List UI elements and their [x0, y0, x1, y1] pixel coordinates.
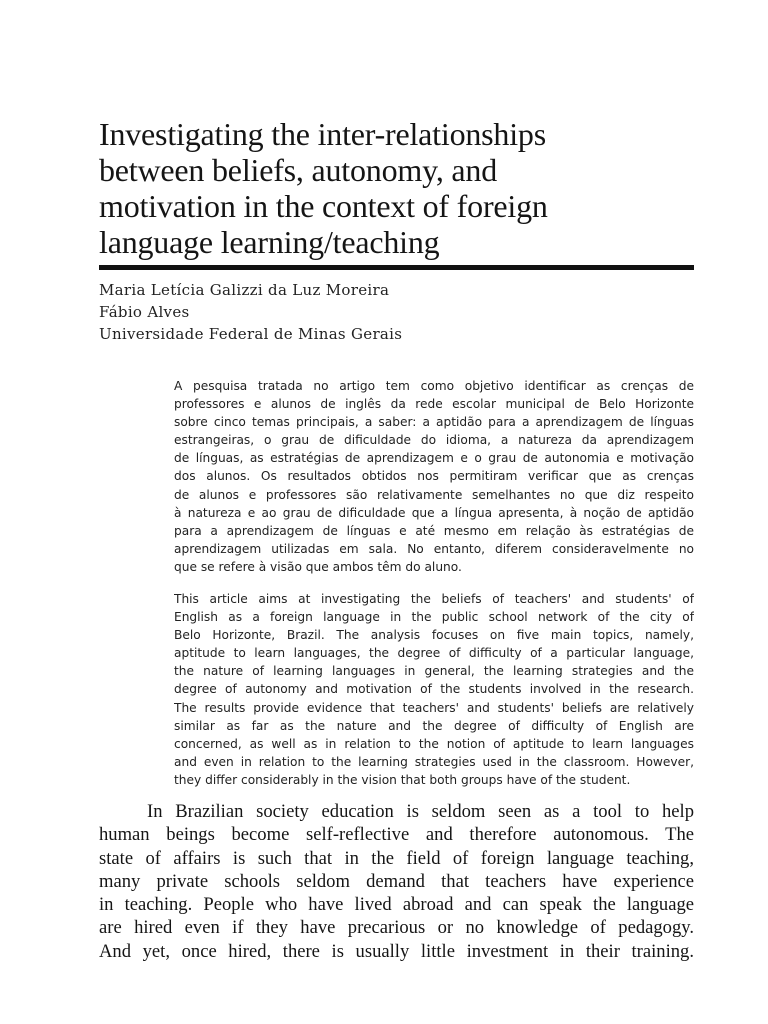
title-line: between beliefs, autonomy, and [99, 152, 498, 188]
body-line: human beings become self-reflective and therefore autonomous. The [99, 824, 694, 846]
abstract-line: à natureza e ao grau de dificuldade que a língua apresenta, à noção de aptidão [174, 505, 694, 520]
author-block [99, 279, 402, 345]
abstract-line: A pesquisa tratada no artigo tem como objetivo identificar as crenças de [174, 379, 694, 393]
author-name: Fábio Alves [99, 303, 190, 321]
author-name: Maria Letícia Galizzi da Luz Moreira [99, 281, 390, 299]
title-line: Investigating the inter-relationships [99, 116, 546, 152]
abstract-line: de línguas, as estratégias de aprendizagem e o grau de autonomia e motivação [174, 451, 694, 466]
abstract-line: para a aprendizagem de línguas e até mesmo em relação às estratégias de [174, 523, 694, 538]
body-line: And yet, once hired, there is usually little investment in their training. [99, 940, 694, 962]
abstract-line: degree of autonomy and motivation of the students involved in the research. [174, 682, 694, 697]
abstract-line: the nature of learning languages in general, the learning strategies and the [174, 664, 694, 679]
body-line: state of affairs is such that in the field of foreign language teaching, [99, 847, 694, 869]
abstract-line: aprendizagem utilizadas em sala. No entanto, diferem consideravelmente no [174, 541, 694, 556]
abstract-line: sobre cinco temas principais, a saber: a aptidão para a aprendizagem de línguas [174, 415, 694, 430]
title-line: language learning/teaching [99, 224, 440, 260]
abstract-line: aptitude to learn languages, the degree of difficulty of a particular language, [174, 646, 694, 661]
abstract-line: This article aims at investigating the beliefs of teachers' and students' of [174, 592, 694, 606]
abstract-line: concerned, as well as in relation to the notion of aptitude to learn languages [174, 736, 694, 751]
body-line: are hired even if they have precarious or no knowledge of pedagogy. [99, 917, 694, 939]
body-paragraph [99, 800, 694, 963]
author-affiliation: Universidade Federal de Minas Gerais [99, 325, 403, 343]
title-rule-divider [99, 265, 694, 270]
abstract-line: English as a foreign language in the public school network of the city of [174, 610, 694, 625]
abstract-line: Belo Horizonte, Brazil. The analysis focuses on five main topics, namely, [174, 628, 694, 643]
abstract-line: professores e alunos de inglês da rede escolar municipal de Belo Horizonte [174, 397, 694, 412]
abstract-line: dos alunos. Os resultados obtidos nos permitiram verificar que as crenças [174, 469, 694, 484]
abstract-line: similar as far as the nature and the degree of difficulty of English are [174, 718, 694, 733]
abstract-line: and even in relation to the learning strategies used in the classroom. However, [174, 754, 694, 769]
body-line: many private schools seldom demand that teachers have experience [99, 870, 694, 892]
abstract-line: que se refere à visão que ambos têm do aluno. [174, 559, 462, 574]
abstract-line: they differ considerably in the vision that both groups have of the student. [174, 772, 631, 787]
body-line: In Brazilian society education is seldom seen as a tool to help [147, 801, 694, 822]
abstract-english [174, 590, 694, 789]
abstract-portuguese [174, 377, 694, 576]
article-title [99, 116, 699, 260]
abstract-line: estrangeiras, o grau de dificuldade do idioma, a natureza da aprendizagem [174, 433, 694, 448]
title-line: motivation in the context of foreign [99, 188, 548, 224]
body-line: in teaching. People who have lived abroad and can speak the language [99, 894, 694, 916]
abstract-line: de alunos e professores são relativamente semelhantes no que diz respeito [174, 487, 694, 502]
abstract-line: The results provide evidence that teachers' and students' beliefs are relatively [174, 700, 694, 715]
